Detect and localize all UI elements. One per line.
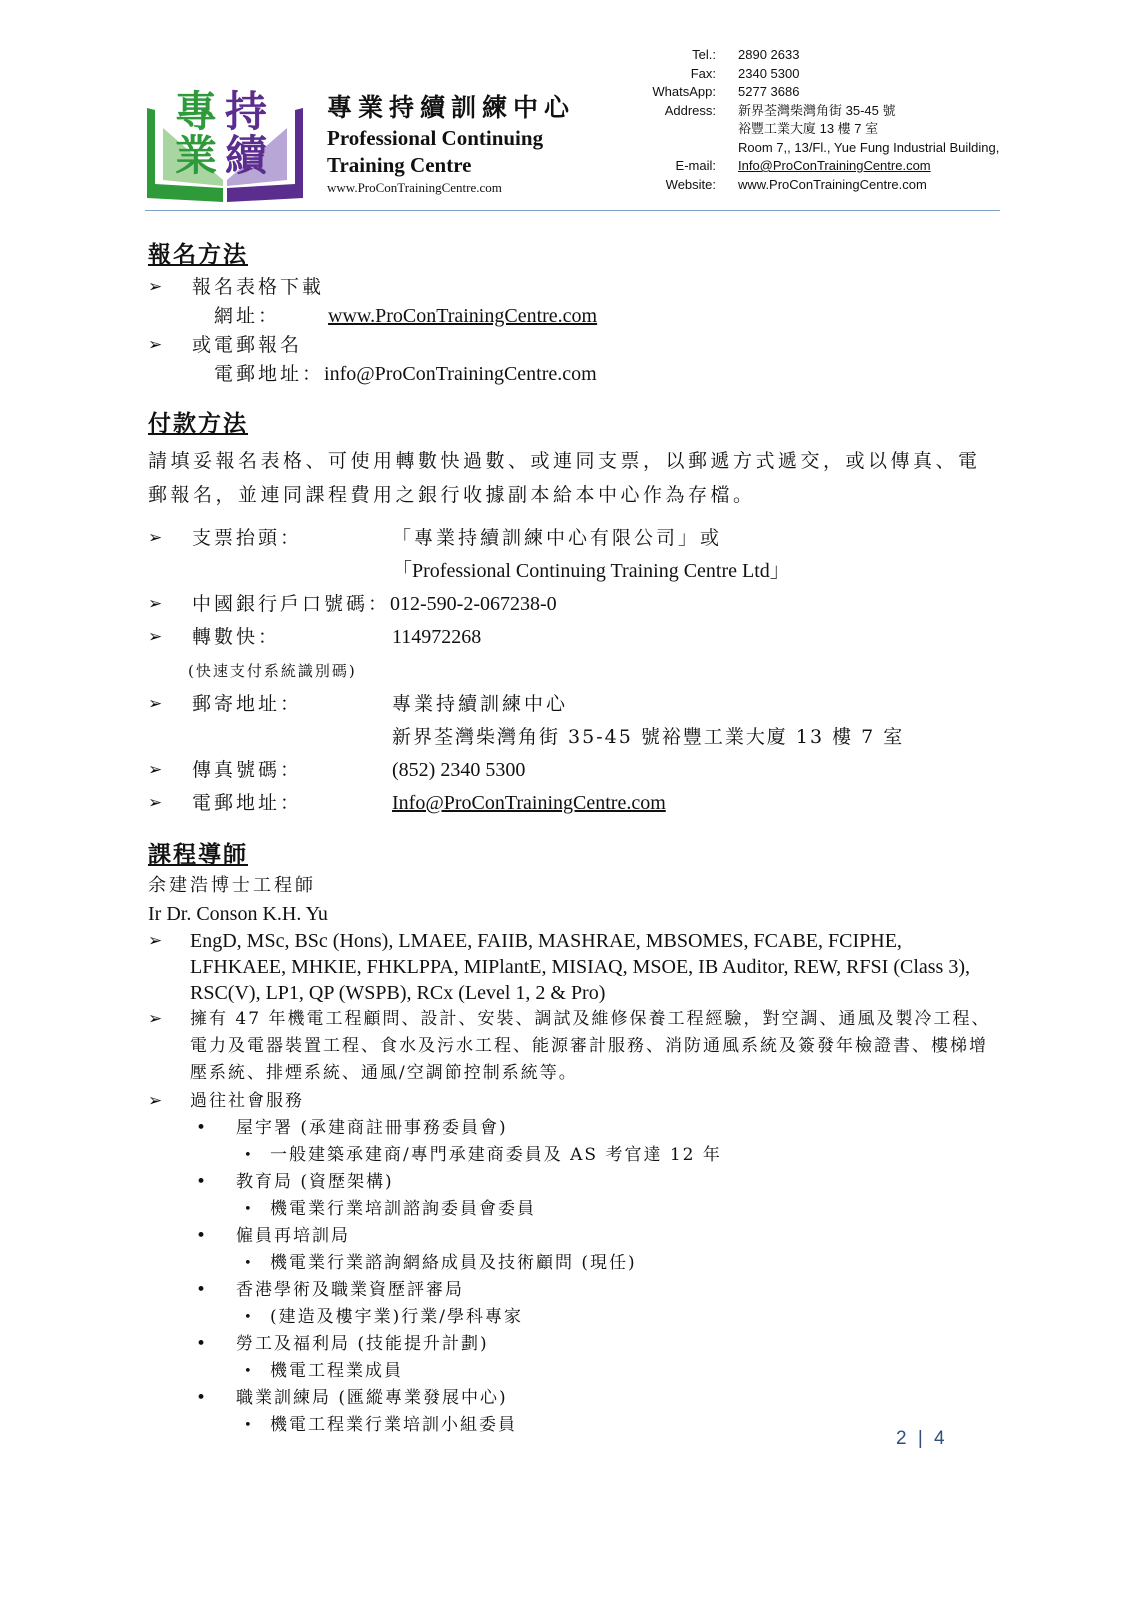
email-registration-label: 或電郵報名 [192,334,303,356]
small-bullet-icon: • [244,1148,254,1163]
contact-value: Room 7,, 13/Fl., Yue Fung Industrial Building, [738,139,1000,155]
payment-desc-line2: 郵報名，並連同課程費用之銀行收據副本給本中心作為存檔。 [148,484,756,506]
org-website: www.ProConTrainingCentre.com [327,180,502,195]
contact-label: Fax: [690,65,716,81]
fps-note: (快速支付系統識別碼) [188,662,357,680]
cheque-payee-cn: 「專業持續訓練中心有限公司」或 [392,527,723,549]
registration-email-row [148,360,998,389]
service-role-text: 機電業行業培訓諮詢委員會委員 [270,1199,536,1219]
page-number: 2 | 4 [896,1428,948,1449]
registration-url-link[interactable]: www.ProConTrainingCentre.com [328,305,598,327]
small-bullet-icon: • [244,1202,254,1217]
contact-value: 2340 5300 [738,65,800,81]
svg-text:業: 業 [175,131,218,180]
payment-email-link[interactable]: Info@ProConTrainingCentre.com [392,792,666,814]
bullet-icon: • [196,1388,209,1408]
fps-row [148,621,998,654]
small-bullet-icon: • [244,1418,254,1433]
service-role-text: 機電工程業成員 [270,1361,403,1381]
arrow-bullet-icon: ➢ [148,594,163,614]
org-name-english-line1: Professional Continuing [327,126,544,150]
payment-desc-line1: 請填妥報名表格、可使用轉數快過數、或連同支票，以郵遞方式遞交，或以傳真、電 [148,450,981,472]
mail-label: 郵寄地址： [192,693,303,715]
payment-description [148,444,998,512]
service-role-text: 機電工程業行業培訓小組委員 [270,1415,517,1435]
service-org [148,1331,998,1358]
contact-label: Address: [664,102,716,118]
fax-row [148,754,998,787]
mail-address-line1: 專業持續訓練中心 [392,693,569,715]
fps-id: 114972268 [392,626,482,648]
registration-url-row [148,302,998,331]
service-org [148,1169,998,1196]
service-role-text: (建造及樓宇業)行業/學科專家 [270,1307,523,1327]
contact-row [636,120,999,139]
service-role [148,1304,998,1331]
fax-number: (852) 2340 5300 [392,759,526,781]
small-bullet-icon: • [244,1364,254,1379]
instructor-qualifications [148,928,998,1006]
service-role [148,1358,998,1385]
contact-row [636,157,999,176]
fax-label: 傳真號碼： [192,759,303,781]
contact-value: 新界荃灣柴灣角街 35-45 號 [738,102,896,118]
experience-text: 擁有 47 年機電工程顧問、設計、安裝、調試及維修保養工程經驗，對空調、通風及製冷工程、電力及電器裝置工程、食水及污水工程、能源審計服務、消防通風系統及簽發年檢證書、樓梯增壓系統、排煙系統、通風/空調節控制系統等。 [190,1009,991,1083]
service-org-name: 屋宇署 (承建商註冊事務委員會) [236,1118,508,1138]
cheque-label: 支票抬頭： [192,527,303,549]
registration-heading: 報名方法 [148,241,248,268]
org-name-english-line2: Training Centre [327,153,472,177]
community-service-heading [148,1087,998,1115]
spacer [148,721,392,754]
contact-label: Website: [665,176,716,192]
bank-account-label: 中國銀行戶口號碼： [192,593,391,615]
arrow-bullet-icon: ➢ [148,793,163,813]
mail-address-row [148,688,998,721]
service-role [148,1250,998,1277]
service-org-name: 教育局 (資歷架構) [236,1172,394,1192]
service-role [148,1142,998,1169]
service-org [148,1385,998,1412]
centre-logo [145,80,305,205]
bank-account-row [148,588,998,621]
registration-email: info@ProConTrainingCentre.com [324,363,597,385]
contact-value: 2890 2633 [738,47,800,62]
arrow-bullet-icon: ➢ [148,760,163,780]
arrow-bullet-icon: ➢ [148,1091,165,1111]
svg-text:續: 續 [225,131,268,180]
contact-row [636,83,999,102]
instructor-heading: 課程導師 [148,841,248,868]
mail-address-line2: 新界荃灣柴灣角街 35-45 號裕豐工業大廈 13 樓 7 室 [392,726,905,748]
contact-value: 5277 3686 [738,84,800,99]
contact-label: E-mail: [675,158,716,173]
payment-email-row [148,787,998,820]
qualifications-text: EngD, MSc, BSc (Hons), LMAEE, FAIIB, MASHRAE, MBSOMES, FCABE, FCIPHE, LFHKAEE, MHKIE, FHKLPPA, MIPlantE, MISIAQ, MSOE, IB Auditor, REW, RFSI (Class 3), RSC(V), LP1, QP (WSPB), RCx (Level 1, 2 & Pro) [190,930,970,1004]
header-divider [145,210,1000,211]
email-address-label: 電郵地址： [214,363,325,385]
cheque-payee-en: 「Professional Continuing Training Centre Ltd」 [392,560,790,582]
instructor-name-en: Ir Dr. Conson K.H. Yu [148,903,328,925]
org-name-chinese: 專業持續訓練中心 [327,93,576,122]
registration-item-download [148,273,998,302]
bank-account-number: 012-590-2-067238-0 [390,593,557,615]
cheque-payee-en-row [148,555,998,588]
organization-name [327,88,575,196]
arrow-bullet-icon: ➢ [148,694,163,714]
service-role-text: 一般建築承建商/專門承建商委員及 AS 考官達 12 年 [270,1145,722,1165]
contact-label [636,120,716,139]
contact-row [636,65,999,84]
contact-website: www.ProConTrainingCentre.com [738,176,927,192]
small-bullet-icon: • [244,1256,254,1271]
fps-label: 轉數快： [192,626,281,648]
small-bullet-icon: • [244,1310,254,1325]
service-org [148,1115,998,1142]
service-role-text: 機電業行業諮詢網絡成員及技術顧問 (現任) [270,1253,637,1273]
url-label: 網址： [214,305,281,327]
registration-item-email [148,331,998,360]
contact-email-link[interactable]: Info@ProConTrainingCentre.com [738,158,931,173]
service-org-name: 職業訓練局 (匯縱專業發展中心) [236,1388,508,1408]
contact-row [636,46,999,65]
fps-note-row [148,654,998,688]
mail-address-row2 [148,721,998,754]
service-org [148,1223,998,1250]
payment-email-label: 電郵地址： [192,792,303,814]
bullet-icon: • [196,1334,209,1354]
cheque-payee-row [148,522,998,555]
bullet-icon: • [196,1118,209,1138]
service-org-name: 僱員再培訓局 [236,1226,350,1246]
service-org-name: 勞工及福利局 (技能提升計劃) [236,1334,489,1354]
service-role [148,1412,998,1439]
contact-row [636,139,999,158]
contact-block [636,46,999,194]
contact-label: Tel.: [692,47,716,62]
contact-row [636,176,999,195]
arrow-bullet-icon: ➢ [148,931,163,950]
contact-row [636,102,999,121]
service-org [148,1277,998,1304]
contact-label [636,139,716,158]
svg-text:專: 專 [175,87,218,136]
arrow-bullet-icon: ➢ [148,277,163,297]
arrow-bullet-icon: ➢ [148,627,163,647]
bullet-icon: • [196,1172,209,1192]
community-service-label: 過往社會服務 [190,1091,304,1111]
contact-label: WhatsApp: [652,84,716,99]
service-role [148,1196,998,1223]
download-label: 報名表格下載 [192,276,325,298]
arrow-bullet-icon: ➢ [148,1009,165,1029]
service-org-name: 香港學術及職業資歷評審局 [236,1280,464,1300]
bullet-icon: • [196,1226,209,1246]
svg-text:持: 持 [225,87,268,136]
spacer [148,555,392,588]
letterhead [0,0,1131,220]
document-body [148,236,998,1439]
payment-heading: 付款方法 [148,410,248,437]
instructor-name-cn: 余建浩博士工程師 [148,875,316,896]
bullet-icon: • [196,1280,209,1300]
contact-value: 裕豐工業大廈 13 樓 7 室 [738,121,879,136]
arrow-bullet-icon: ➢ [148,528,163,548]
instructor-experience [148,1006,998,1087]
arrow-bullet-icon: ➢ [148,335,163,355]
